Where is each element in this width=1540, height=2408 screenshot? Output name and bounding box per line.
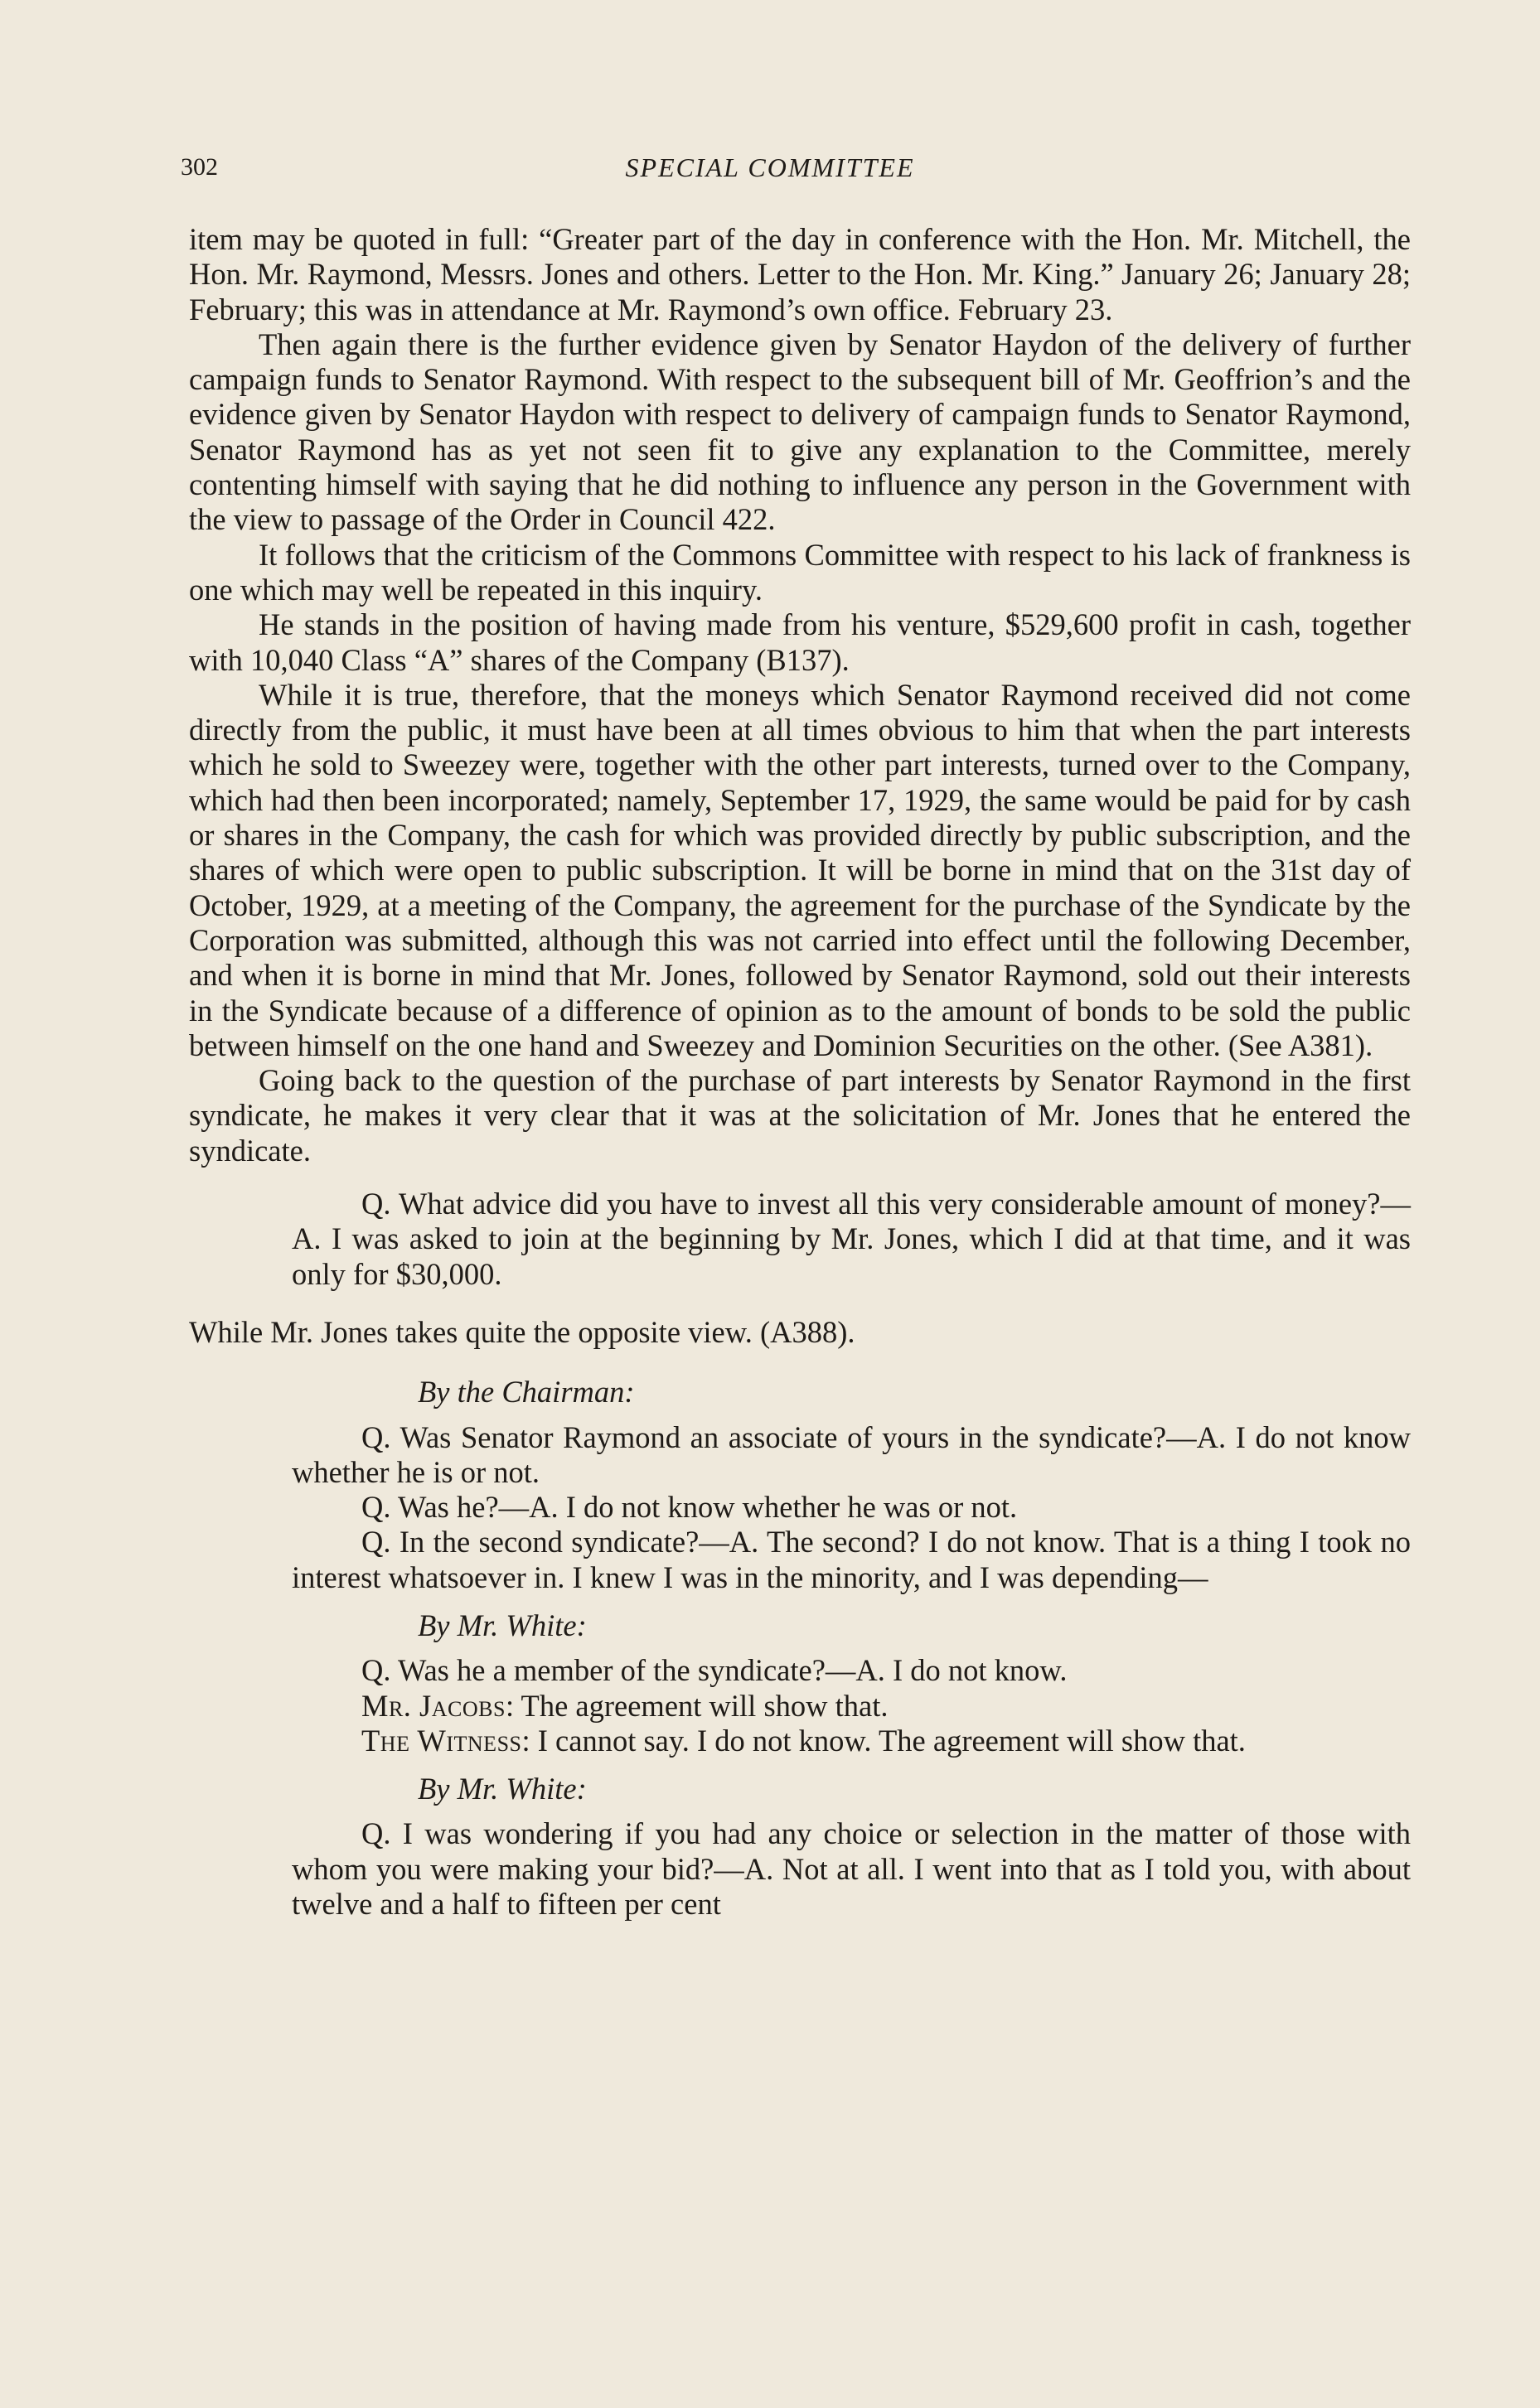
running-title: SPECIAL COMMITTEE	[625, 152, 915, 182]
testimony-line-4: Q. Was he a member of the syndicate?—A. I do not know.	[361, 1653, 1068, 1688]
testimony-dialogue	[292, 1375, 1411, 1922]
paragraph-1: item may be quoted in full: “Greater part of the day in conference with the Hon. Mr. Mitchell, the Hon. Mr. Raymond, Messrs. Jones and others. Letter to the Hon. Mr. King.” January 26; January 28; February; this was in attendance at Mr. Raymond’s own office. February 23.	[189, 222, 1411, 326]
paragraph-3: It follows that the criticism of the Commons Committee with respect to his lack of frankness is one which may well be repeated in this inquiry.	[189, 537, 1411, 607]
testimony-line-2: Q. Was he?—A. I do not know whether he was or not.	[361, 1490, 1018, 1525]
paragraph-7: While Mr. Jones takes quite the opposite view. (A388).	[189, 1314, 855, 1349]
paragraph-4: He stands in the position of having made from his venture, $529,600 profit in cash, together with 10,040 Class “A” shares of the Company (B137).	[189, 607, 1411, 677]
examiner-heading-white-2: By Mr. White:	[418, 1772, 587, 1806]
testimony-line-1: Q. Was Senator Raymond an associate of yours in the syndicate?—A. I do not know whether he is or not.	[292, 1419, 1411, 1489]
running-head	[0, 147, 1540, 187]
quote-text: Q. What advice did you have to invest all this very considerable amount of money?—A. I was asked to join at the beginning by Mr. Jones, which I did at that time, and it was only for $30,000.	[292, 1187, 1411, 1291]
jacobs-statement: : The agreement will show that.	[505, 1688, 889, 1723]
examiner-heading-chairman: By the Chairman:	[418, 1375, 635, 1410]
witness-statement: : I cannot say. I do not know. The agreement will show that.	[521, 1723, 1246, 1758]
paragraph-5: While it is true, therefore, that the moneys which Senator Raymond received did not come directly from the public, it must have been at all times obvious to him that when the part interests which he sold to Sweezey were, together with the other part interests, turned over to the Company, which had then been incorporated; namely, September 17, 1929, the same would be paid for by cash or shares in the Company, the cash for which was provided directly by public subscription, and the shares of which were open to public subscription. It will be borne in mind that on the 31st day of October, 1929, at a meeting of the Company, the agreement for the purchase of the Syndicate by the Corporation was submitted, although this was not carried into effect until the following December, and when it is borne in mind that Mr. Jones, followed by Senator Raymond, sold out their interests in the Syndicate because of a difference of opinion as to the amount of bonds to be sold the public between himself on the one hand and Sweezey and Dominion Securities on the other. (See A381).	[189, 677, 1411, 1062]
examiner-heading-white: By Mr. White:	[418, 1608, 587, 1642]
testimony-line-witness	[292, 1724, 1411, 1758]
paragraph-6: Going back to the question of the purchase of part interests by Senator Raymond in the first syndicate, he makes it very clear that it was at the solicitation of Mr. Jones that he entered the syndicate.	[189, 1063, 1411, 1168]
testimony-line-jacobs	[292, 1689, 1411, 1724]
paragraph-2: Then again there is the further evidence given by Senator Haydon of the delivery of further campaign funds to Senator Raymond. With respect to the subsequent bill of Mr. Geoffrion’s and the evidence given by Senator Haydon with respect to delivery of campaign funds to Senator Raymond, Senator Raymond has as yet not seen fit to give any explanation to the Committee, merely contenting himself with saying that he did nothing to influence any person in the Government with the view to passage of the Order in Council 422.	[189, 326, 1411, 537]
block-quote	[292, 1187, 1411, 1292]
speaker-jacobs: Mr. Jacobs	[361, 1688, 506, 1723]
body-text	[189, 222, 1411, 1922]
speaker-witness: The Witness	[361, 1723, 522, 1758]
testimony-line-5: Q. I was wondering if you had any choice or selection in the matter of those with whom you were making your bid?—A. Not at all. I went into that as I told you, with about twelve and a half to fifteen per cent	[292, 1816, 1411, 1922]
testimony-line-3: Q. In the second syndicate?—A. The second? I do not know. That is a thing I took no interest whatsoever in. I knew I was in the minority, and I was depending—	[292, 1525, 1411, 1594]
page-number: 302	[181, 153, 218, 181]
